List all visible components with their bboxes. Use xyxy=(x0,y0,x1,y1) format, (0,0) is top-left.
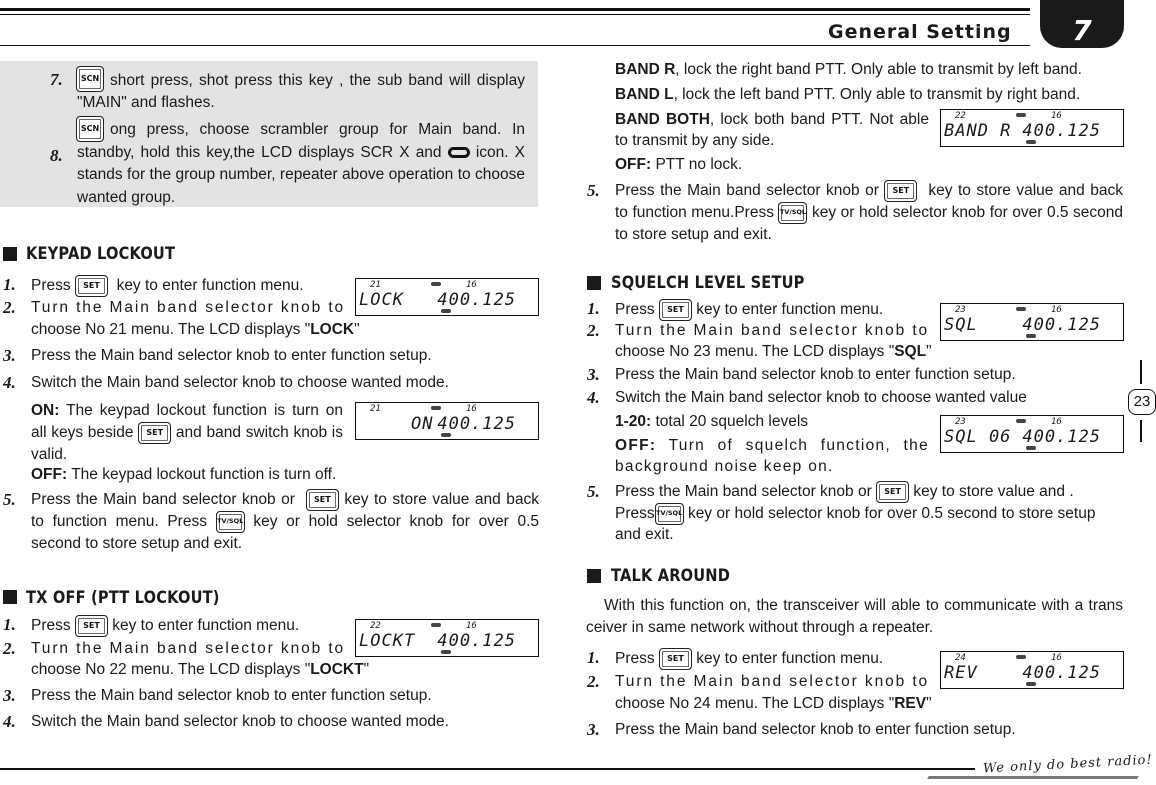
page-marker-line-top xyxy=(1140,360,1142,384)
step-number: 2. xyxy=(587,672,600,691)
step-number: 3. xyxy=(3,346,16,365)
step-text: Switch the Main band selector knob to choose wanted mode. xyxy=(31,713,449,730)
step-text: Turn the Main band selector knob to xyxy=(615,322,930,339)
section-bullet xyxy=(3,247,17,261)
item8-number: 8. xyxy=(50,146,63,165)
item7-number: 7. xyxy=(50,70,63,89)
page-marker-line-bottom xyxy=(1140,420,1142,442)
step-number: 4. xyxy=(3,712,16,731)
item8-text: ong press, choose scrambler group for Main band. In standby, hold this key,the LCD displays SCR X and icon. X stands for the group number, repeater above operation to choose wanted group. xyxy=(77,121,526,206)
scn-key-icon-2: SCN xyxy=(76,116,104,142)
step-text: Press the Main band selector knob or SET key to store value and back to function menu.Press TV/SQL key or hold selector knob for over 0.5 second to store setup and exit. xyxy=(615,180,1123,245)
step-number: 1. xyxy=(3,275,16,294)
step-number: 1. xyxy=(587,648,600,667)
step-number: 5. xyxy=(587,181,600,200)
squelch-title: SQUELCH LEVEL SETUP xyxy=(611,273,805,293)
step-number: 1. xyxy=(3,615,16,634)
set-key-icon: SET xyxy=(876,481,909,503)
repeat-icon xyxy=(448,147,470,158)
page-number-badge: 23 xyxy=(1128,389,1156,415)
off-option-text: OFF: Turn of squelch function, the background noise keep on. xyxy=(615,437,929,475)
step-text: Press SET key to enter function menu. xyxy=(31,615,299,637)
step-text: choose No 21 menu. The LCD displays "LOCK" xyxy=(31,321,360,338)
step-number: 5. xyxy=(587,482,600,501)
step-number: 4. xyxy=(3,373,16,392)
step-text: Press the Main band selector knob to enter function setup. xyxy=(31,347,432,364)
footer-swoosh xyxy=(927,776,1139,779)
step-text: Switch the Main band selector knob to choose wanted value xyxy=(615,389,1027,406)
lcd-display-lock: 21 16 LOCK 400.125 xyxy=(355,278,539,316)
step-text: Press the Main band selector knob to enter function setup. xyxy=(615,721,1016,738)
footer-rule xyxy=(0,768,975,770)
tvsql-key-icon: TV/SQL xyxy=(216,511,245,533)
step-number: 2. xyxy=(3,639,16,658)
step-number: 1. xyxy=(587,299,600,318)
lcd-display-sql-06: 23 16 SQL 06 400.125 xyxy=(940,415,1124,453)
section-bullet xyxy=(587,276,601,290)
footer-slogan: We only do best radio! xyxy=(982,752,1154,777)
step-text: choose No 24 menu. The LCD displays "REV" xyxy=(615,695,932,712)
step-number: 2. xyxy=(3,298,16,317)
scn-key-icon: SCN xyxy=(76,66,104,92)
lcd-display-lockt: 22 16 LOCKT 400.125 xyxy=(355,619,539,657)
on-option-text: ON: The keypad lockout function is turn on all keys beside SET and band switch knob is valid. xyxy=(31,402,343,464)
lcd-display-band-r: 22 16 BAND R 400.125 xyxy=(940,109,1124,147)
step-text: Press SET key to enter function menu. xyxy=(615,648,883,670)
lcd-display-sql: 23 16 SQL 400.125 xyxy=(940,303,1124,341)
set-key-icon: SET xyxy=(306,489,339,511)
step-text: Press SET key to enter function menu. xyxy=(615,299,883,321)
step-text: Switch the Main band selector knob to choose wanted mode. xyxy=(31,374,449,391)
step-number: 3. xyxy=(587,720,600,739)
step-number: 3. xyxy=(587,365,600,384)
band-r-text: BAND R, lock the right band PTT. Only able to transmit by left band. xyxy=(615,61,1082,78)
band-l-text: BAND L, lock the left band PTT. Only able to transmit by right band. xyxy=(615,86,1081,103)
step-text: Turn the Main band selector knob to xyxy=(31,299,346,316)
off-option-text: OFF: PTT no lock. xyxy=(615,156,743,173)
talk-title: TALK AROUND xyxy=(611,566,731,586)
set-key-icon: SET xyxy=(138,422,171,444)
tvsql-key-icon: TV/SQL xyxy=(655,503,684,525)
step-text: Press SET key to enter function menu. xyxy=(31,275,304,297)
off-option-text: OFF: The keypad lockout function is turn off. xyxy=(31,466,337,483)
step-text: choose No 22 menu. The LCD displays "LOCKT" xyxy=(31,661,370,678)
item7-text: short press, shot press this key , the sub band will display "MAIN" and flashes. xyxy=(77,72,525,111)
step-text: Press the Main band selector knob or SET key to store value and back to function menu. Press TV/SQL key or hold selector knob for over 0.5 second to store setup and exit. xyxy=(31,489,539,554)
step-text: choose No 23 menu. The LCD displays "SQL" xyxy=(615,343,932,360)
step-number: 5. xyxy=(3,490,16,509)
txoff-title: TX OFF (PTT LOCKOUT) xyxy=(26,588,220,608)
section-bullet xyxy=(587,569,601,583)
lcd-display-rev: 24 16 REV 400.125 xyxy=(940,651,1124,689)
step-text: Press the Main band selector knob to enter function setup. xyxy=(31,687,432,704)
tvsql-key-icon: TV/SQL xyxy=(778,202,807,224)
lcd-display-on: 21 16 ON 400.125 xyxy=(355,402,539,440)
set-key-icon: SET xyxy=(659,299,692,321)
step-number: 2. xyxy=(587,321,600,340)
talk-intro: With this function on, the transceiver will able to communicate with a trans ceiver in same network without through a repeater. xyxy=(586,597,1123,636)
header-rule-top xyxy=(0,8,1030,11)
step-text: Press the Main band selector knob or SET key to store value and . PressTV/SQL key or hold selector knob for over 0.5 second to store setup and exit. xyxy=(615,481,1125,545)
band-both-text: BAND BOTH, lock both band PTT. Not able to transmit by any side. xyxy=(615,111,929,149)
set-key-icon: SET xyxy=(75,275,108,297)
header-rule-bottom xyxy=(0,45,1030,46)
section-title: General Setting xyxy=(828,21,1012,43)
set-key-icon: SET xyxy=(884,180,917,202)
keypad-title: KEYPAD LOCKOUT xyxy=(26,244,176,264)
level-option-text: 1-20: total 20 squelch levels xyxy=(615,413,809,430)
step-text: Turn the Main band selector knob to xyxy=(615,673,930,690)
step-number: 4. xyxy=(587,388,600,407)
set-key-icon: SET xyxy=(659,648,692,670)
step-number: 3. xyxy=(3,686,16,705)
set-key-icon: SET xyxy=(75,615,108,637)
section-bullet xyxy=(3,590,17,604)
step-text: Press the Main band selector knob to enter function setup. xyxy=(615,366,1016,383)
chapter-number: 7 xyxy=(1072,14,1092,47)
step-text: Turn the Main band selector knob to xyxy=(31,640,346,657)
header-rule-thin xyxy=(0,14,1030,15)
